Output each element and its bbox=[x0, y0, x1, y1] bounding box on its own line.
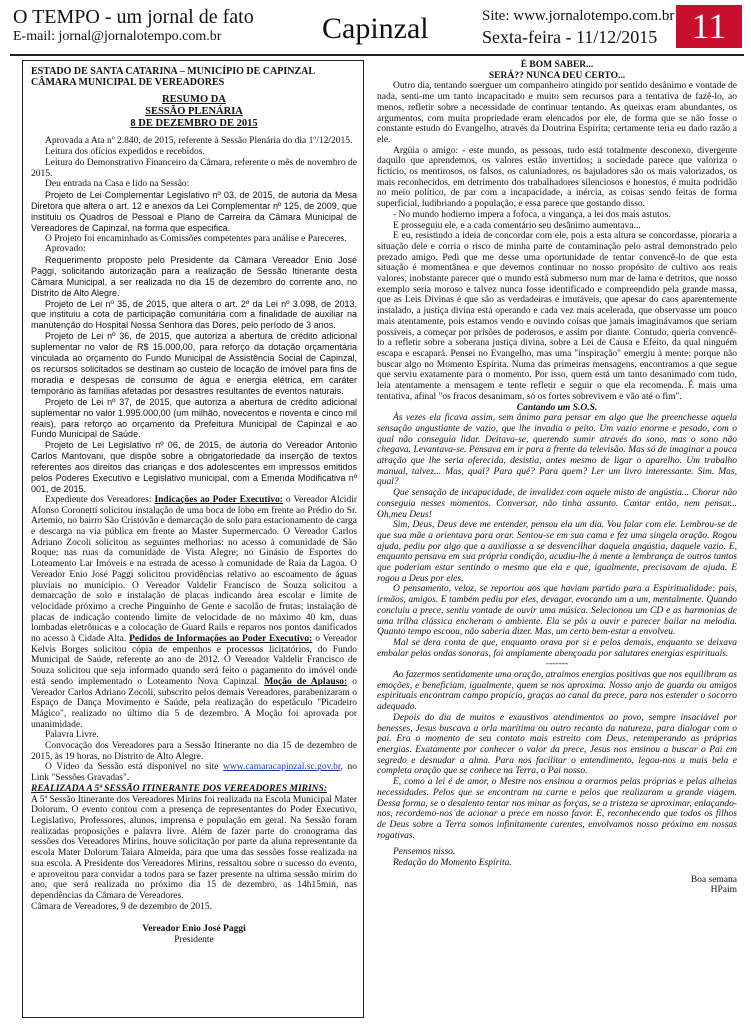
masthead-title: O TEMPO - um jornal de fato bbox=[13, 6, 254, 28]
masthead-block bbox=[13, 6, 254, 46]
summary-title: RESUMO DA bbox=[162, 94, 226, 106]
column-heading: É BOM SABER... bbox=[520, 60, 594, 70]
masthead-email: E-mail: jornal@jornalotempo.com.br bbox=[13, 29, 222, 44]
header-divider bbox=[10, 54, 744, 56]
council-site-link[interactable]: www.camaracapinzal.sc.gov.br bbox=[223, 762, 341, 773]
section-city: Capinzal bbox=[322, 12, 429, 45]
masthead-info bbox=[482, 6, 674, 48]
paragraph: Palavra Livre. bbox=[45, 730, 99, 741]
paragraph: A 5ª Sessão Itinerante dos Vereadores Mirins foi realizada na Escola Municipal Mater Dolorum. O evento contou com a presença de representantes do Poder Executivo, Legislativo, Professores, alunos, imprensa e população em geral. Na Sessão foram realizadas proposições e palavra livre. Além de fazer parte do cronograma das sessões dos Vereadores Mirins, houve solicitação por parte da aluna representante da escola Mater Dolorum Taiara Almeida, para que uma das sessões fosse realizada na sua escola. A Presidente dos Vereadores Mirins, ressaltou sobre o sucesso do evento, e aproveitou para convidar a todos para se fazer presente na ultima sessão mirim do ano, que será realizada no próximo dia 15 de dezembro, as 14h15min, nas dependências da Câmara de Vereadores. bbox=[31, 794, 357, 901]
paragraph: Outro dia, tentando soerguer um companheiro atingido por sentido desânimo e vontade de nada, senti-me um tanto incapacitado e muito sem recursos para a tentativa de fazê-lo, ao menos, refletir sobre a necessidade de continuar tentando. As queixas eram abundantes, os argumentos, com muita propriedade eram elencados por ele, de forma que se não fosse o constante estudo do Evangelho, através da Doutrina Espírita; certamente teria eu dado razão a ele. bbox=[377, 81, 737, 145]
paragraph: O Projeto foi encaminhado as Comissões competentes para análise e Pareceres. bbox=[45, 233, 347, 244]
paragraph: Projeto de Lei nº 35, de 2015, que altera o art. 2º da Lei nº 3.098, de 2013, que instituiu a cota de participação comunitária com a finalidade de auxiliar na manutenção do Hospital Nossa Senhora das Dores, pelo período de 3 anos. bbox=[31, 298, 357, 331]
paragraph: Ao fazermos sentidamente uma oração, atraímos energias positivas que nos equilibram as emoções, e beneficiam, igualmente, quem se nos aproxima. Nosso anjo de guarda ou amigos espirituais encontram campo propício, graças ao canal da prece, para nos estender o socorro adequado. bbox=[377, 670, 737, 713]
signature-role: Presidente bbox=[174, 935, 214, 946]
paragraph: Convocação dos Vereadores para a Sessão Itinerante no dia 15 de dezembro de 2015, às 19 horas, no Distrito de Alto Alegre. bbox=[31, 741, 357, 762]
source-credit: Redação do Momento Espírita. bbox=[393, 858, 512, 869]
paragraph: Que sensação de incapacidade, de invalidez com aquele misto de angústia... Chorar não conseguia nesses momentos. Conversar, não tinha assunto. Cantar então, nem pensar... Oh,meu Deus! bbox=[377, 488, 737, 520]
council-summary bbox=[31, 67, 357, 946]
heading-chamber: CÂMARA MUNICIPAL DE VEREADORES bbox=[31, 76, 225, 88]
paragraph: Sim, Deus, Deus deve me entender, pensou ela um dia. Vou falar com ele. Lembrou-se de que sua mãe a orientava para orar. Sentou-se em sua cama e fez uma singela oração. Rogou ajuda, pediu por algo que a auxiliasse a se desvencilhar daquela angústia, daquele vazio. E, enquanto pensava em sua própria condição, acudiu-lhe à mente a lembrança de outros tantos que poderiam estar sentindo o mesmo que ela e que, igualmente, precisavam de ajuda. E rogou a Deus por eles. bbox=[377, 520, 737, 584]
paragraph: O pensamento, veloz, se reportou aos que haviam partido para a Espiritualidade: pais, irmãos, amigos. E também pediu por eles, devagar, evocando um a um, mentalmente. Quando concluiu a prece, sentiu vontade de ouvir uma música. Selecionou um CD e as harmonias de uma trilha clássica encheram o ambiente. Ela se pôs a ouvir e parecer bailar na melodia. Quanto tempo escoou, não saberia dizer. Mas, um certo bem-estar a envolveu. bbox=[377, 584, 737, 638]
paragraph: E eu, resistindo a ideia de concordar com ele, pois a esta altura se concordasse, pioraria a situação dele e corria o risco de minha parte de contaminação pelo astral demonstrado pelo prezado amigo. Pedi que me desse uma oportunidade de tentar convencê-lo de que esta situação é momentânea e que devemos continuar no nosso propósito de cultivo aos reais valores, inobstante parecer que o mundo está submerso num mar de lama e detritos, que nosso exemplo seria moroso e talvez nunca fosse identificado e compreendido pela grande massa, que as Leis Divinas é que são as verdadeiras e imutáveis, que apesar do caos aparentemente instalado, a justiça divina está operando e cada vez mais acelerada, que observasse um pouco mais atentamente, pois estamos vendo e ouvindo coisas que jamais imaginávamos que seriam possíveis, a começar por prisões de poderosos, e assim por diante. Contudo, queria convencê-lo a refletir sobre a soberana justiça divina, sobre a Lei de Causa e Efeito, da qual ninguém escapa e escapará. Pensei no Evangelho, mas uma "inspiração" emergiu à mente: porque não buscar algo no Momento Espírita. Numa das primeiras mensagens, encontramos a que segue que serviu exatamente para o momento. Por isso, quem está um tanto desanimado com tudo, leia atentamente a mensagem e tente refletir e seguir o que ela recomenda. É mais uma tentativa, afinal "os fracos desanimam, só os fortes sobrevivem e vão até o fim". bbox=[377, 231, 737, 402]
paragraph: Argüia o amigo: - este mundo, as pessoas, tudo está totalmente desconexo, divergente daquilo que aprendemos, os valores estão invertidos; a sociedade parece que valoriza o fictício, os mentirosos, os falsos, os caluniadores, os bajuladores são os mais valorizados, os mais reconhecidos, em detrimento dos trabalhadores silenciosos e honestos, é muita podridão no meio político, de par com a incapacidade, a inércia, as coisas sendo feitas de forma superficial, ludibriando a população, e essa parece que gostando disso. bbox=[377, 145, 737, 210]
summary-session: SESSÃO PLENÁRIA bbox=[145, 106, 243, 118]
paragraph: Requerimento proposto pelo Presidente da Câmara Vereador Enio José Paggi, solicitando autorização para a realização de Sessão Itinerante desta Câmara Municipal, a ser realizada no dia 15 de dezembro do corrente ano, no Distrito de Alto Alegre. bbox=[31, 254, 357, 298]
paragraph: Mal se dera conta de que, enquanto orava por si e pelos demais, enquanto se deixava embalar pelas ondas sonoras, foi amplamente abençoada por salutares energias espirituais. bbox=[377, 637, 737, 659]
paragraph: Projeto de Lei nº 37, de 2015, que autoriza a abertura de crédito adicional suplementar no valor 1.995.000,00 (um milhão, novecentos e noventa e cinco mil reais), para reforço ao orçamento da Prefeitura Municipal de Capinzal e ao Fundo Municipal de Saúde. bbox=[31, 396, 357, 440]
paragraph: Às vezes ela ficava assim, sem ânimo para pensar em algo que lhe preenchesse aquela sensação angustiante de vazio, que lhe invadia o peito. Um vazio enorme e pesado, com o qual não conseguia lidar. Deitava-se, querendo sumir através do sono, mas o sono não chegava. Levantava-se. Pensava em ir para a frente da televisão. Mas só de imaginar a pouca atração que lhe seria oferecida, desistia, antes mesmo de ligar o aparelho. Um trabalho manual, talvez... Mas, qual? Para quê? Para quem? Ler um livro interessante. Sim. Mas, qual? bbox=[377, 413, 737, 488]
paragraph: Projeto de Lei Legislativo nº 06, de 2015, de autoria do Vereador Antonio Carlos Mantovani, que dispõe sobre a obrigatoriedade da inserção de textos referentes aos direitos das crianças e dos adolescentes em impressos emitidos pelos Poderes Executivo e Legislativo municipal, com a Emenda Modificativa nº 001, de 2015. bbox=[31, 440, 357, 494]
masthead-date: Sexta-feira - 11/12/2015 bbox=[482, 27, 658, 47]
paragraph: Projeto de Lei Complementar Legislativo nº 03, de 2015, de autoria da Mesa Diretora que altera o art. 12 e anexos da Lei Complementar nº 125, de 2009, que instituiu os Quadros de Pessoal e Plano de Carreira da Câmara Municipal de Vereadores de Capinzal, na forma que especifica. bbox=[31, 189, 357, 233]
paragraph: E, como a lei é de amor, o Mestre nos ensinou a orarmos pelas próprias e pelas alheias necessidades. Pelos que se encontram na carne e pelos que realizaram a grande viagem. Dessa forma, se o desalento tentar nos minar as forças, se a tristeza se aproximar, enlaçando-nos, recordemo-nos de acionar a prece em nosso favor. E, reconhecendo que todos os filhos de Deus sobre a Terra somos infinitamente carentes, envolvamos nosso próximo em nossas rogativas. bbox=[377, 777, 737, 841]
page-number-badge: 11 bbox=[676, 5, 742, 48]
paragraph: Deu entrada na Casa e lido na Sessão: bbox=[45, 179, 190, 190]
sign-off: Boa semana bbox=[690, 874, 737, 885]
paragraph: Leitura do Demonstrativo Financeiro da Câmara, referente o mês de novembro de 2015. bbox=[31, 157, 357, 179]
closing-line: Pensemos nisso. bbox=[393, 847, 456, 858]
paragraph: Leitura dos ofícios expedidos e recebidos. bbox=[45, 147, 205, 158]
paragraph: Projeto de Lei nº 36, de 2015, que autoriza a abertura de crédito adicional suplementar no valor de R$ 15.000,00, para reforço da dotação orçamentária vinculada ao orçamento do Fundo Municipal de Assistência Social de Capinzal, os recursos solicitados se destinam ao custeio de locação de imóvel para fins de moradia e despesas de consumo de água e energia elétrica, em caráter temporário às famílias afetadas por desastres resultantes de eventos naturais. bbox=[31, 331, 357, 396]
opinion-column bbox=[377, 60, 737, 896]
author-signature: HPaim bbox=[710, 885, 737, 896]
summary-date: 8 DE DEZEMBRO DE 2015 bbox=[130, 118, 258, 130]
message-title: Cantando um S.O.S. bbox=[516, 402, 598, 413]
paragraph-video: O Vídeo da Sessão está disponível no site www.camaracapinzal.sc.gov.br, no Link "Sessões Gravadas". bbox=[31, 762, 358, 784]
paragraph: Aprovado: bbox=[45, 244, 86, 255]
paragraph: - No mundo hodierno impera a fofoca, a vingança, a lei dos mais astutos. bbox=[393, 209, 671, 220]
paragraph: E prosseguiu ele, e a cada comentário seu desânimo aumentava... bbox=[393, 220, 641, 231]
paragraph-expediente: Expediente dos Vereadores: Indicações ao Poder Executivo: o Vereador Alcidir Afonso Coronetti solicitou instalação de uma boca de lobo em frente ao Prédio do Sr. Artemio, no bairro São Cristóvão e demarcação de solo para estacionamento de carga e descarga na via pública em frente ao Master Supermercado. O Vereador Carlos Adriano Zocoli solicitou as seguintes melhorias: no acesso à comunidade de São Roque; nas ruas da comunidade de Vista Alegre; no Ginásio de Esportes do Loteamento Lar Imóveis e na estrada de acesso à comunidade de Raia da Lagoa. O Vereador Enio José Paggi solicitou providências relativo ao escoamento de águas pluviais no município. O Vereador Valdelir Francisco de Souza solicitou a demarcação de solo e instalação de placas indicando área escolar e limite de velocidade próximo a creche Pinguinho de Gente e sacolão de frutas; instalação de placas de indicação contendo limite de velocidade de no máximo 40 km, duas lombadas eletrônicas e a colocação de Guard Rails e reparos nos pontos danificados no acesso à Cidade Alta. Pedidos de Informações ao Poder Executivo: o Vereador Kelvis Borges solicitou cópia de empenhos e processos licitatórios, do Fundo Municipal de Saúde, referente ao ano de 2012. O Vereador Valdelir Francisco de Souza solicitou que seja informado quando será feito o pagamento do imóvel onde está sendo implementado o Loteamento Nova Capinzal. Moção de Aplauso: o Vereador Carlos Adriano Zocoli, subscrito pelos demais Vereadores, parabenizaram o Espaço de Dança Movimento e Saúde, pela realização do espetáculo "Picadeiro Mágico", realizado no último dia 5 de dezembro. A Moção foi aprovada por unanimidade. bbox=[31, 494, 358, 730]
signature-name: Vereador Enio José Paggi bbox=[142, 924, 246, 935]
paragraph: Câmara de Vereadores, 9 de dezembro de 2015. bbox=[31, 901, 213, 912]
masthead-site: Site: www.jornalotempo.com.br bbox=[482, 8, 675, 24]
subheading-mirins: REALIZADA A 5ª SESSÃO ITINERANTE DOS VEREADORES MIRINS: bbox=[31, 783, 327, 794]
heading-state: ESTADO DE SANTA CATARINA – MUNICÍPIO DE CAPINZAL bbox=[31, 66, 316, 77]
column-subheading: SERÁ?? NUNCA DEU CERTO... bbox=[488, 70, 626, 81]
page-header bbox=[0, 0, 751, 54]
separator: ------- bbox=[545, 659, 569, 670]
paragraph: Depois do dia de muitos e exaustivos atendimentos ao povo, sempre insaciável por benesses, Jesus buscava a orla marítima ou outro recanto da natureza, para dialogar com o pai. Era o momento de seu contato mais estreito com Deus, retemperando as próprias energias. Exatamente por conhecer o valor da prece, Jesus nos ensinou a buscar o Pai em segredo e desnudar a alma. Para nos facilitar o entendimento, legou-nos a mais bela e completa oração que se conhece na Terra, o Pai nosso. bbox=[377, 712, 737, 777]
paragraph: Aprovada a Ata nº 2.840, de 2015, referente à Sessão Plenária do dia 1º/12/2015. bbox=[45, 136, 353, 147]
council-summary-box bbox=[22, 60, 364, 1018]
